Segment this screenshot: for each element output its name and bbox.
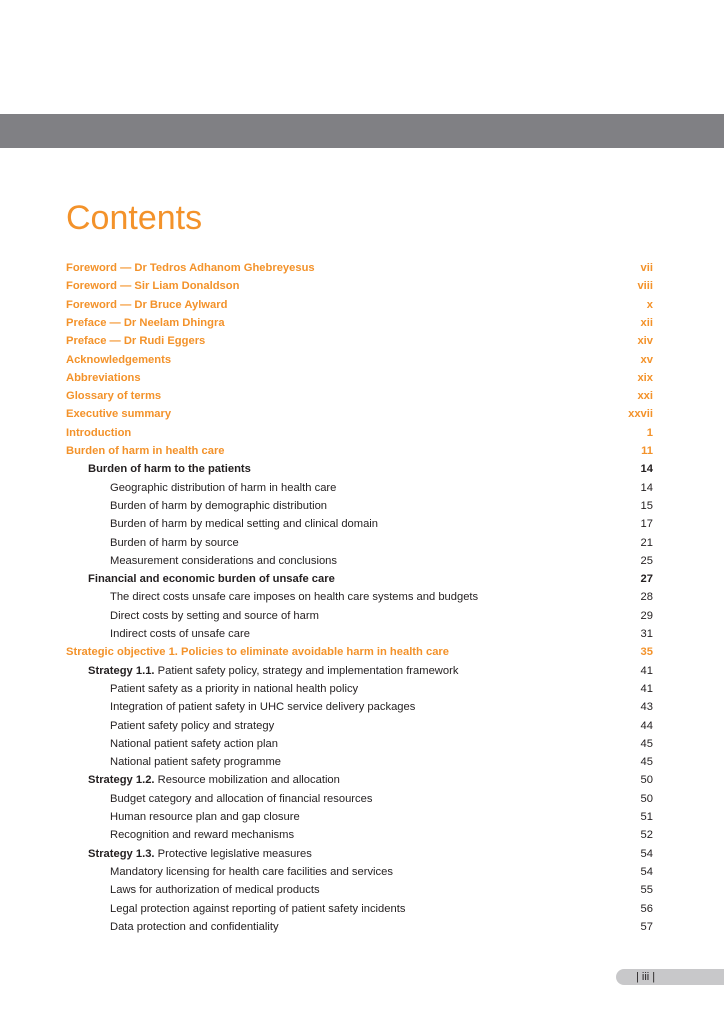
toc-entry-label: Burden of harm by medical setting and clinical domain <box>110 518 379 531</box>
toc-entry[interactable] <box>0 534 724 552</box>
toc-entry[interactable] <box>0 607 724 625</box>
strategy-number: Strategy 1.2. <box>88 774 155 787</box>
toc-entry[interactable] <box>0 296 724 314</box>
toc-entry[interactable] <box>0 643 724 661</box>
toc-entry-page: 1 <box>646 426 653 439</box>
toc-entry-page: 14 <box>640 481 653 494</box>
toc-entry-page: xxi <box>637 390 653 403</box>
toc-entry-label: Patient safety as a priority in national health policy <box>110 682 359 695</box>
toc-entry-label: Executive summary <box>66 408 172 421</box>
toc-entry[interactable] <box>0 790 724 808</box>
toc-entry-page: 27 <box>640 573 653 586</box>
toc-entry-page: 50 <box>640 792 653 805</box>
toc-entry[interactable] <box>0 332 724 350</box>
toc-entry-label: Strategic objective 1. Policies to eliminate avoidable harm in health care <box>66 646 449 659</box>
toc-entry[interactable] <box>0 771 724 789</box>
toc-entry-label: National patient safety action plan <box>110 737 278 750</box>
toc-entry-label: Preface — Dr Neelam Dhingra <box>66 316 225 329</box>
toc-entry-label: Direct costs by setting and source of harm <box>110 609 319 622</box>
toc-entry[interactable] <box>0 588 724 606</box>
toc-entry-label: Acknowledgements <box>66 353 172 366</box>
toc-entry-label: Legal protection against reporting of patient safety incidents <box>110 902 406 915</box>
toc-entry-label: Laws for authorization of medical products <box>110 884 320 897</box>
toc-entry-page: vii <box>640 262 653 274</box>
toc-entry[interactable] <box>0 277 724 295</box>
toc-entry-page: 14 <box>640 463 653 476</box>
toc-entry[interactable] <box>0 881 724 899</box>
toc-entry-label: Geographic distribution of harm in health care <box>110 481 337 494</box>
header-band <box>0 114 724 148</box>
toc-entry[interactable] <box>0 863 724 881</box>
toc-entry[interactable] <box>0 369 724 387</box>
toc-entry-page: xv <box>640 353 653 366</box>
toc-entry[interactable] <box>0 351 724 369</box>
toc-entry[interactable] <box>0 918 724 936</box>
toc-entry-page: x <box>646 298 653 311</box>
toc-entry-label: Foreword — Dr Tedros Adhanom Ghebreyesus <box>66 262 315 274</box>
toc-entry-page: 11 <box>641 445 653 457</box>
toc-entry-label: Foreword — Sir Liam Donaldson <box>66 280 240 293</box>
toc-entry[interactable] <box>0 405 724 423</box>
toc-entry-label: Human resource plan and gap closure <box>110 811 300 823</box>
toc-entry-label: Foreword — Dr Bruce Aylward <box>66 298 228 311</box>
toc-entry[interactable] <box>0 900 724 918</box>
toc-entry-page: 55 <box>640 884 653 897</box>
toc-entry-label: Data protection and confidentiality <box>110 920 279 933</box>
toc-entry[interactable] <box>0 826 724 844</box>
strategy-title: Protective legislative measures <box>157 847 312 860</box>
toc-entry-page: 21 <box>640 536 653 549</box>
toc-entry[interactable] <box>0 497 724 515</box>
toc-entry[interactable] <box>0 735 724 753</box>
toc-entry-page: 17 <box>640 518 653 531</box>
toc-entry[interactable] <box>0 479 724 497</box>
toc-entry-label: Integration of patient safety in UHC service delivery packages <box>110 701 416 714</box>
toc-entry-page: 28 <box>640 591 653 604</box>
toc-entry-page: 52 <box>640 829 653 842</box>
toc-entry-label: The direct costs unsafe care imposes on health care systems and budgets <box>110 591 479 604</box>
toc-entry[interactable] <box>0 808 724 826</box>
toc-entry[interactable] <box>0 552 724 570</box>
toc-entry[interactable] <box>0 387 724 405</box>
toc-entry-label: Indirect costs of unsafe care <box>110 628 250 640</box>
toc-entry-label: Financial and economic burden of unsafe care <box>88 573 335 586</box>
toc-entry-label: Burden of harm in health care <box>66 445 225 457</box>
strategy-number: Strategy 1.1. <box>88 664 155 677</box>
toc-entry-page: 25 <box>640 554 653 567</box>
toc-entry-page: 50 <box>640 774 653 787</box>
toc-entry[interactable] <box>0 424 724 442</box>
toc-entry-label: Introduction <box>66 426 132 439</box>
toc-entry-page: 31 <box>640 628 653 640</box>
toc-entry-page: 54 <box>640 865 653 878</box>
toc-entry-page: 15 <box>640 499 653 512</box>
toc-entry[interactable] <box>0 314 724 332</box>
toc-entry[interactable] <box>0 625 724 643</box>
toc-entry-label: Mandatory licensing for health care facilities and services <box>110 865 393 878</box>
strategy-number: Strategy 1.3. <box>88 847 155 860</box>
toc-entry-page: xiv <box>637 335 653 348</box>
toc-entry-label: Glossary of terms <box>66 390 162 403</box>
toc-entry-page: 41 <box>640 664 653 677</box>
toc-entry-page: 43 <box>640 701 653 714</box>
toc-entry-label: Patient safety policy and strategy <box>110 719 275 732</box>
toc-entry-page: xii <box>640 316 653 329</box>
toc-entry-page: xxvii <box>628 408 653 421</box>
toc-entry-label: National patient safety programme <box>110 756 282 769</box>
toc-entry-label: Preface — Dr Rudi Eggers <box>66 335 206 348</box>
toc-entry-label: Budget category and allocation of financial resources <box>110 792 373 805</box>
toc-entry-label <box>88 662 458 680</box>
toc-entry-page: 56 <box>640 902 653 915</box>
toc-entry-label: Burden of harm by demographic distribution <box>110 499 328 512</box>
toc-entry-page: 45 <box>640 756 653 769</box>
toc-entry-page: 45 <box>640 737 653 750</box>
toc-entry[interactable] <box>0 662 724 680</box>
toc-entry-page: viii <box>637 280 653 293</box>
toc-entry-page: xix <box>637 371 653 384</box>
page-title: Contents <box>66 199 203 237</box>
toc-entry-label: Recognition and reward mechanisms <box>110 829 295 842</box>
toc-entry-page: 29 <box>640 609 653 622</box>
strategy-title: Resource mobilization and allocation <box>157 774 340 787</box>
toc-entry[interactable] <box>0 680 724 698</box>
strategy-title: Patient safety policy, strategy and implementation framework <box>157 664 459 677</box>
toc-entry[interactable] <box>0 570 724 588</box>
toc-entry[interactable] <box>0 845 724 863</box>
toc-entry-label: Burden of harm by source <box>110 536 239 549</box>
toc-entry[interactable] <box>0 515 724 533</box>
toc-entry-page: 35 <box>640 646 653 659</box>
toc-entry-page: 41 <box>640 682 653 695</box>
toc-entry[interactable] <box>0 259 724 277</box>
toc-entry[interactable] <box>0 442 724 460</box>
page-number: | iii | <box>636 971 656 983</box>
toc-entry-label: Burden of harm to the patients <box>88 463 251 476</box>
toc-entry-page: 44 <box>640 719 653 732</box>
toc-entry-label: Abbreviations <box>66 371 141 384</box>
toc-entry-page: 54 <box>640 847 653 860</box>
toc-entry[interactable] <box>0 460 724 478</box>
toc-entry-label <box>88 845 312 863</box>
footer-bar <box>616 969 724 985</box>
toc-entry[interactable] <box>0 698 724 716</box>
toc-entry[interactable] <box>0 753 724 771</box>
toc-entry-page: 51 <box>640 811 653 823</box>
toc-entry[interactable] <box>0 717 724 735</box>
toc-entry-label: Measurement considerations and conclusions <box>110 554 337 567</box>
toc-entry-page: 57 <box>640 920 653 933</box>
toc-entry-label <box>88 771 340 789</box>
